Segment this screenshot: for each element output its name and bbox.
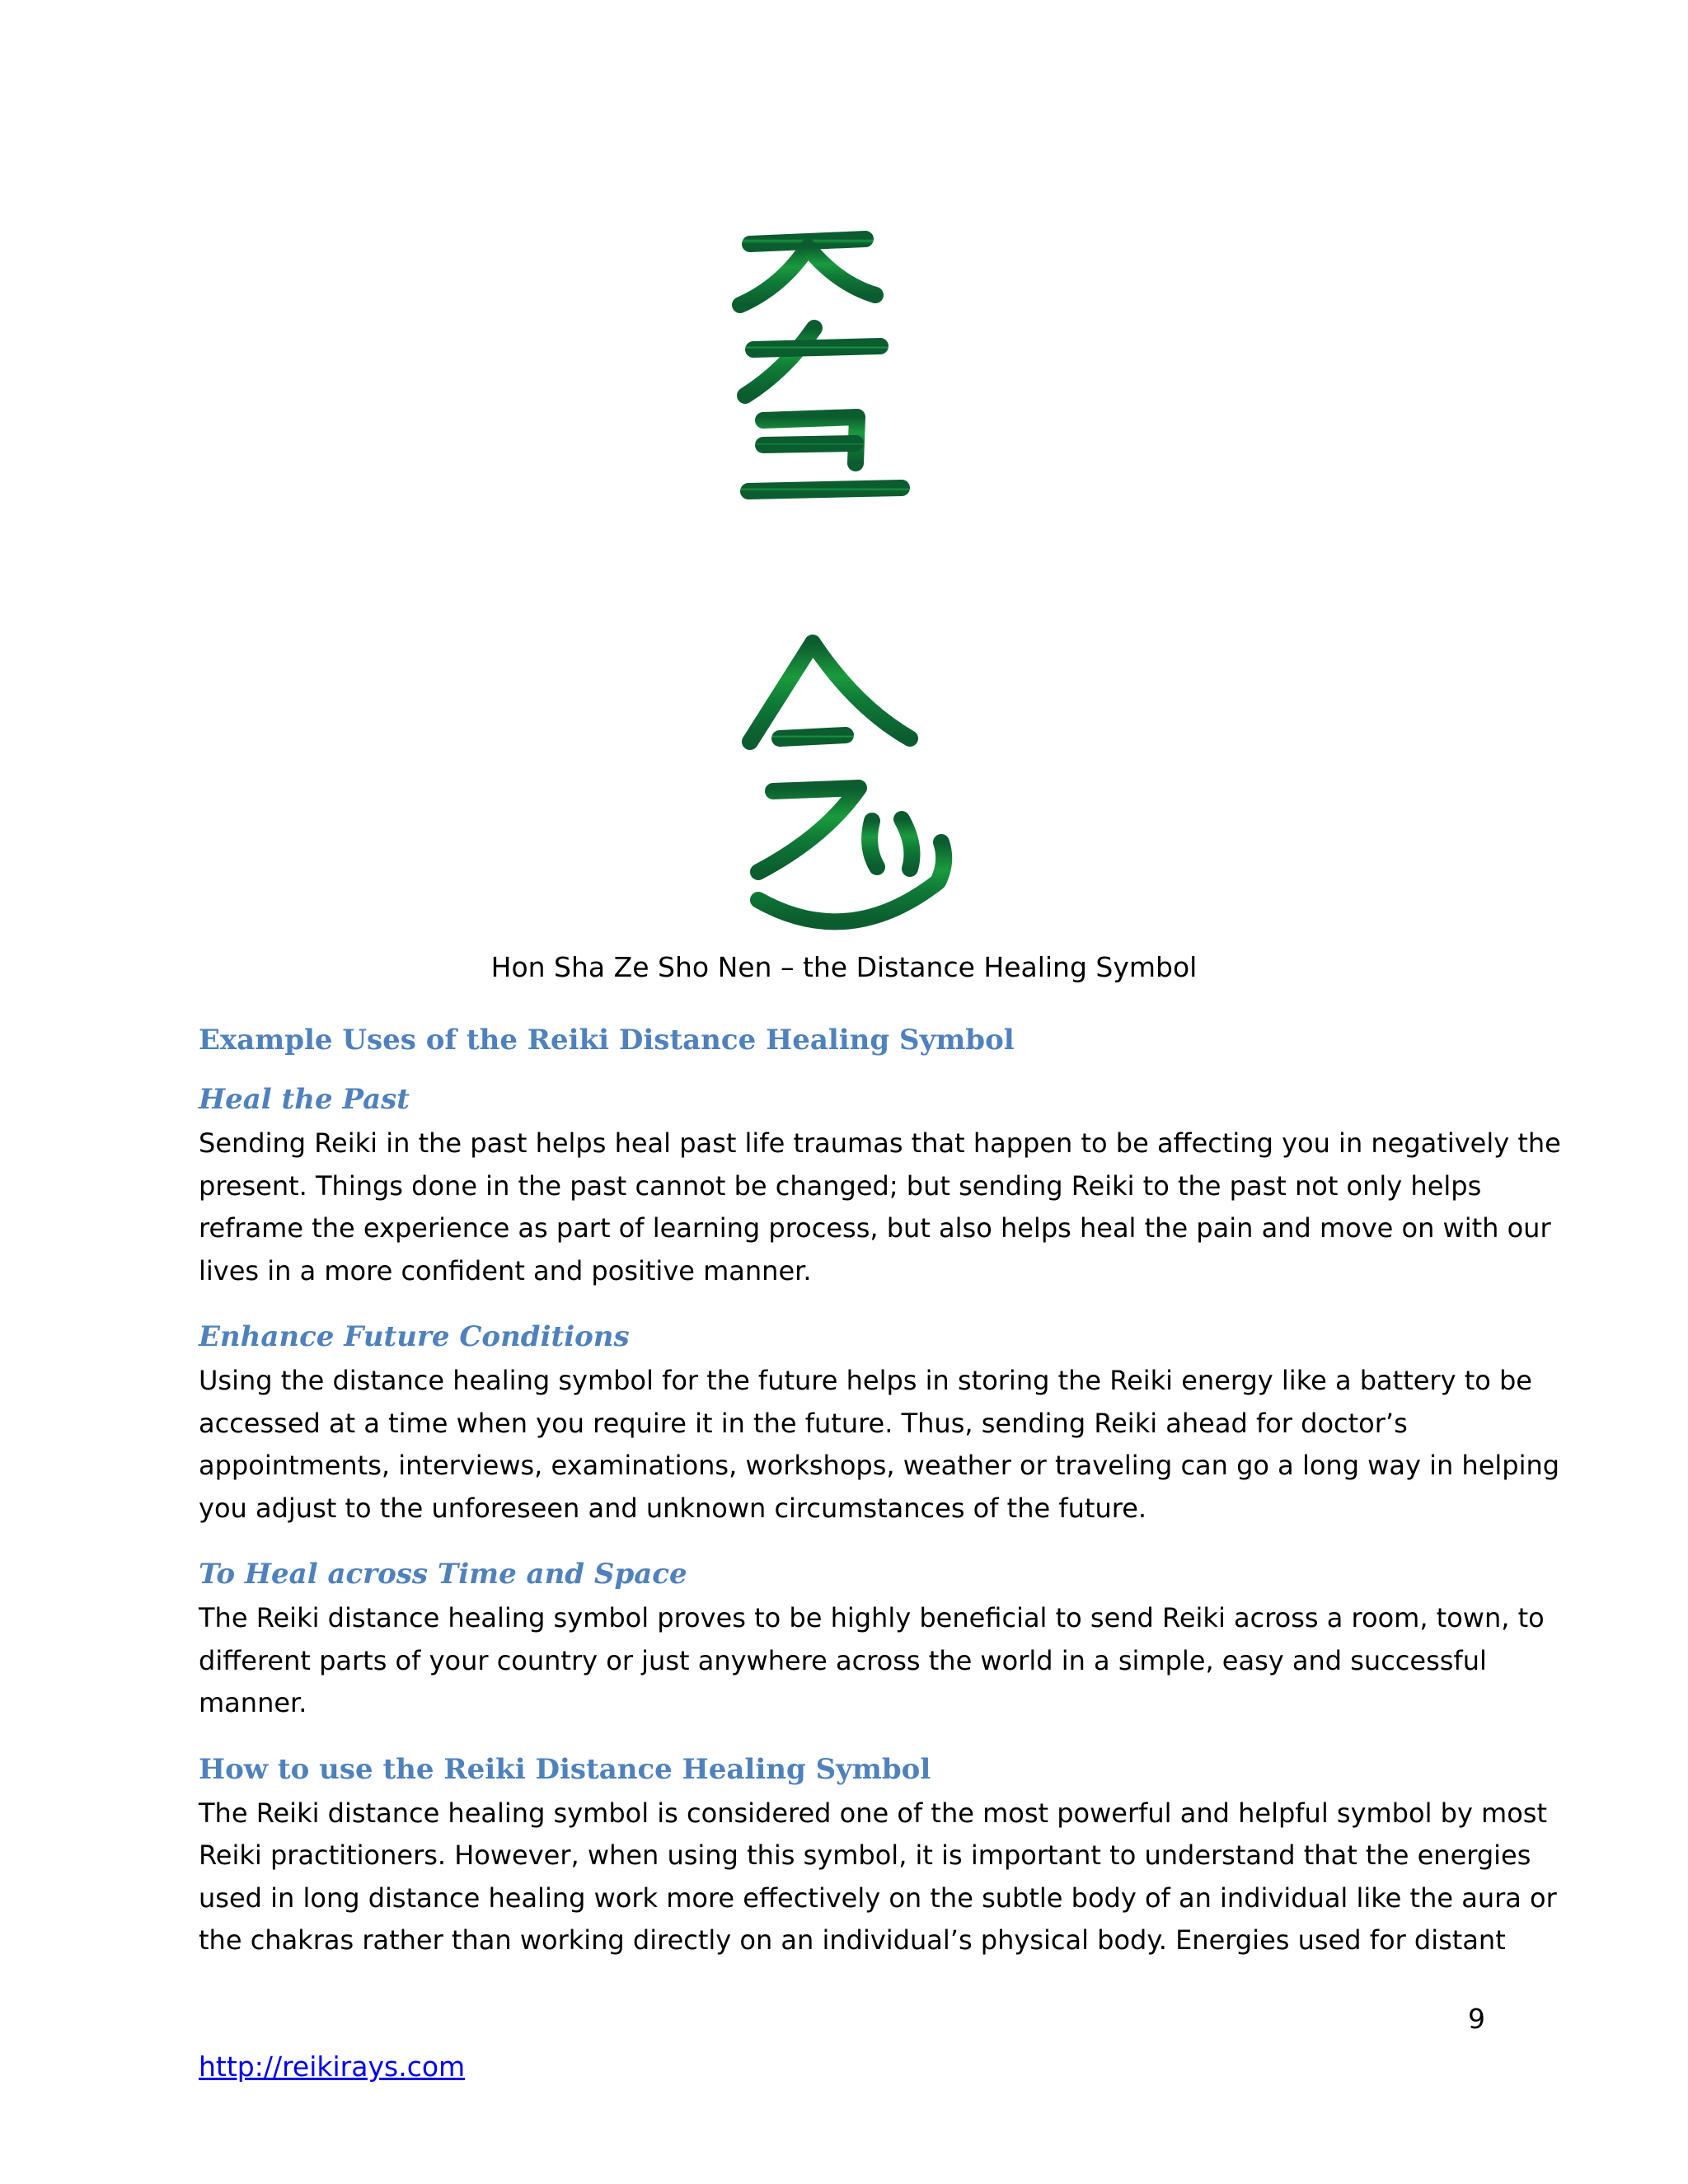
subsection-enhance-future-conditions: [199, 1314, 1560, 1530]
paragraph: [199, 1122, 1561, 1292]
subsection-heading: Heal the Past: [199, 1083, 410, 1116]
text-line: Reiki practitioners. However, when using this symbol, it is important to understand that the energies: [199, 1840, 1531, 1871]
section-heading-example-uses: Example Uses of the Reiki Distance Healing Symbol: [199, 1024, 1015, 1057]
subsection-heal-the-past: [199, 1076, 1561, 1292]
text-line: manner.: [199, 1687, 307, 1718]
subsection-heal-across-time-and-space: [199, 1551, 1545, 1725]
text-line: used in long distance healing work more effectively on the subtle body of an individual like the aura or: [199, 1882, 1557, 1914]
hon-sha-ze-sho-nen-symbol-icon: [715, 198, 971, 940]
subsection-heading: Enhance Future Conditions: [199, 1320, 630, 1353]
text-line: lives in a more confident and positive manner.: [199, 1254, 812, 1286]
text-line: the chakras rather than working directly on an individual’s physical body. Energies used for distant: [199, 1924, 1506, 1956]
text-line: accessed at a time when you require it in the future. Thus, sending Reiki ahead for doctor’s: [199, 1407, 1408, 1439]
paragraph: [199, 1793, 1557, 1962]
text-line: present. Things done in the past cannot be changed; but sending Reiki to the past not only helps: [199, 1169, 1482, 1202]
text-line: The Reiki distance healing symbol proves to be highly beneficial to send Reiki across a room, town, to: [199, 1602, 1545, 1633]
text-line: you adjust to the unforeseen and unknown circumstances of the future.: [199, 1492, 1147, 1524]
text-line: reframe the experience as part of learning process, but also helps heal the pain and move on with our: [199, 1212, 1551, 1244]
subsection-heading: To Heal across Time and Space: [199, 1558, 687, 1591]
text-line: Sending Reiki in the past helps heal past life traumas that happen to be affecting you in negatively the: [199, 1127, 1561, 1159]
text-line: different parts of your country or just anywhere across the world in a simple, easy and successful: [199, 1644, 1487, 1676]
page-number: 9: [1468, 2003, 1485, 2035]
figure-caption: Hon Sha Ze Sho Nen – the Distance Healing Symbol: [490, 951, 1198, 983]
paragraph: [199, 1597, 1545, 1725]
text-line: The Reiki distance healing symbol is considered one of the most powerful and helpful symbol by most: [199, 1797, 1548, 1829]
footer-link[interactable]: http://reikirays.com: [199, 2050, 466, 2083]
section-how-to-use: [199, 1746, 1557, 1962]
document-body: [199, 1014, 1561, 1962]
text-line: appointments, interviews, examinations, workshops, weather or traveling can go a long way in helping: [199, 1450, 1560, 1481]
section-heading-how-to-use: How to use the Reiki Distance Healing Symbol: [199, 1752, 931, 1786]
text-line: Using the distance healing symbol for the future helps in storing the Reiki energy like a battery to be: [199, 1365, 1532, 1396]
paragraph: [199, 1360, 1560, 1530]
